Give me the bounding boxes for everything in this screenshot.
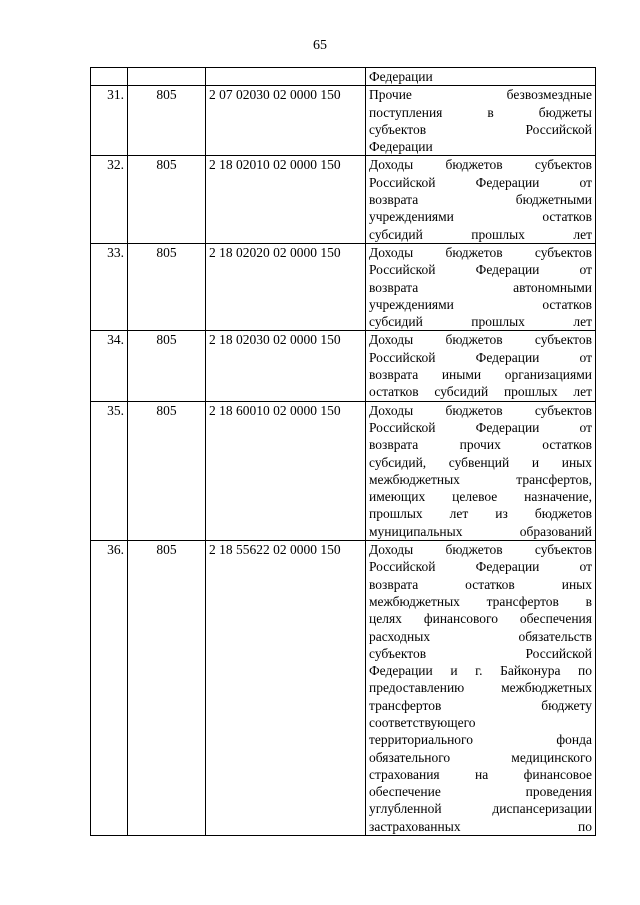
table-row bbox=[91, 86, 596, 156]
row-number: 31. bbox=[91, 86, 128, 156]
table-row bbox=[91, 331, 596, 401]
classification-code: 2 18 02030 02 0000 150 bbox=[206, 331, 366, 401]
row-description: Доходы бюджетов субъектов Российской Федерации от возврата автономными учреждениями остатков субсидий прошлых лет bbox=[366, 243, 596, 330]
row-number: 35. bbox=[91, 401, 128, 540]
classification-code bbox=[206, 68, 366, 86]
classification-code: 2 18 02020 02 0000 150 bbox=[206, 243, 366, 330]
admin-code: 805 bbox=[128, 541, 206, 836]
admin-code: 805 bbox=[128, 331, 206, 401]
table-row bbox=[91, 243, 596, 330]
admin-code: 805 bbox=[128, 86, 206, 156]
row-number: 32. bbox=[91, 156, 128, 243]
admin-code: 805 bbox=[128, 156, 206, 243]
row-description: Доходы бюджетов субъектов Российской Федерации от возврата прочих остатков субсидий, субвенций и иных межбюджетных трансфертов, имеющих целевое назначение, прошлых лет из бюджетов муниципальных образований bbox=[366, 401, 596, 540]
classification-code: 2 18 55622 02 0000 150 bbox=[206, 541, 366, 836]
admin-code: 805 bbox=[128, 401, 206, 540]
row-number: 33. bbox=[91, 243, 128, 330]
table-row bbox=[91, 401, 596, 540]
row-number bbox=[91, 68, 128, 86]
admin-code bbox=[128, 68, 206, 86]
classification-code: 2 18 02010 02 0000 150 bbox=[206, 156, 366, 243]
row-number: 34. bbox=[91, 331, 128, 401]
classification-code: 2 18 60010 02 0000 150 bbox=[206, 401, 366, 540]
page-number: 65 bbox=[313, 38, 327, 53]
row-description: Доходы бюджетов субъектов Российской Федерации от возврата иными организациями остатков субсидий прошлых лет bbox=[366, 331, 596, 401]
income-codes-table bbox=[90, 67, 596, 836]
row-description: Прочие безвозмездные поступления в бюджеты субъектов Российской Федерации bbox=[366, 86, 596, 156]
table-row bbox=[91, 156, 596, 243]
table-body bbox=[91, 68, 596, 836]
row-description: Доходы бюджетов субъектов Российской Федерации от возврата бюджетными учреждениями остатков субсидий прошлых лет bbox=[366, 156, 596, 243]
row-description: Доходы бюджетов субъектов Российской Федерации от возврата остатков иных межбюджетных трансфертов в целях финансового обеспечения расходных обязательств субъектов Российской Федерации и г. Байконура по предоставлению межбюджетных трансфертов бюджету соответствующего территориального фонда обязательного медицинского страхования на финансовое обеспечение проведения углубленной диспансеризации застрахованных по bbox=[366, 541, 596, 836]
admin-code: 805 bbox=[128, 243, 206, 330]
continuation-row bbox=[91, 68, 596, 86]
row-description: Федерации bbox=[366, 68, 596, 86]
row-number: 36. bbox=[91, 541, 128, 836]
table-row bbox=[91, 541, 596, 836]
classification-code: 2 07 02030 02 0000 150 bbox=[206, 86, 366, 156]
